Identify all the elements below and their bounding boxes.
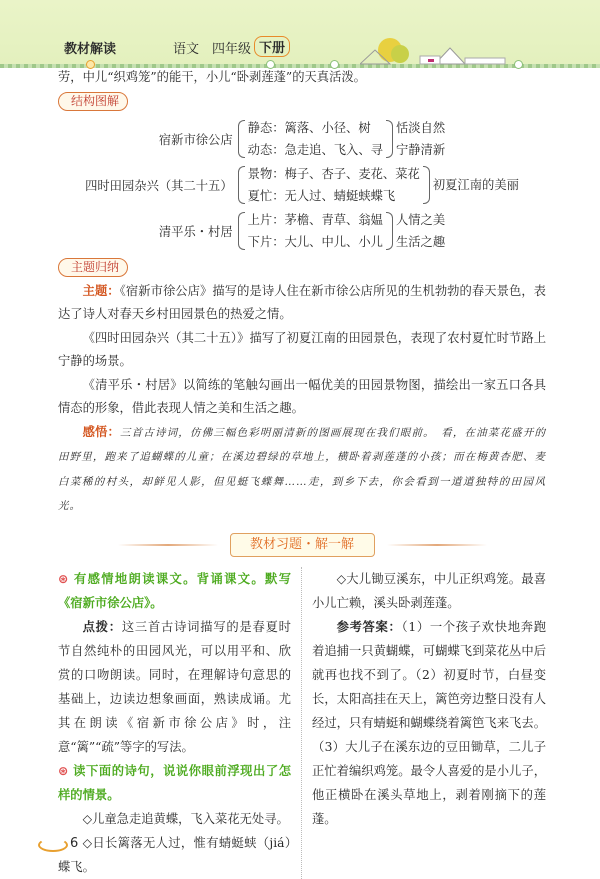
question-2-text: 读下面的诗句，说说你眼前浮现出了怎样的情景。 xyxy=(58,763,291,802)
structure-label: 结构图解 xyxy=(58,92,128,111)
village-illustration xyxy=(360,36,510,66)
insight-keyword: 感悟： xyxy=(82,424,120,439)
poem-summary: 恬淡自然 xyxy=(395,120,446,135)
banner-line xyxy=(118,544,218,546)
poem-line: ◇大儿锄豆溪东，中儿正织鸡笼。最喜小儿亡赖，溪头卧剥莲蓬。 xyxy=(312,571,546,610)
question-marker-icon: ⊛ xyxy=(58,571,69,586)
answer-text: （1）一个孩子欢快地奔跑着追捕一只黄蝴蝶，可蝴蝶飞到菜花丛中后就再也找不到了。（2）初夏时节，白昼变长，太阳高挂在天上，篱笆旁边整日没有人经过，只有蜻蜓和蝴蝶绕着篱笆飞来飞去。（3）大儿子在溪东边的豆田锄草，二儿子正忙着编织鸡笼。最令人喜爱的是小儿子，他正横卧在溪头草地上，剥着刚摘下的莲蓬。 xyxy=(312,619,546,826)
insight-text: 三首古诗词，仿佛三幅色彩明丽清新的图画展现在我们眼前。 看，在油菜花盛开的田野里，跑来了追蝴蝶的儿童；在溪边碧绿的草地上，横卧着剥莲蓬的小孩；而在梅黄杏肥、麦白菜稀的村头，却鲜见人影，但见蜓飞蝶舞……走，到乡下去，你会看到一道道独特的田园风光。 xyxy=(58,426,546,512)
poem-line: ◇儿童急走追黄蝶，飞入菜花无处寻。 xyxy=(82,811,289,826)
theme-keyword: 主题： xyxy=(82,283,120,298)
diagram-row xyxy=(159,117,445,161)
diagram-row xyxy=(85,163,519,207)
exercise-columns xyxy=(58,567,546,879)
poem-item: 上片：茅檐、青草、翁媪 xyxy=(247,212,383,227)
diagram-row xyxy=(159,209,445,253)
theme-text: 《宿新市徐公店》描写的是诗人住在新市徐公店所见的生机勃勃的春天景色，表达了诗人对春天乡村田园景色的热爱之情。 xyxy=(58,283,546,321)
right-column xyxy=(302,567,546,879)
right-brace xyxy=(386,212,393,250)
volume-badge: 下册 xyxy=(254,36,290,57)
theme-paragraph-1 xyxy=(58,280,546,327)
exercise-banner-row xyxy=(58,533,546,557)
subject-grade: 语文 四年级 xyxy=(173,42,252,57)
answer-keyword: 参考答案： xyxy=(336,618,402,634)
poem-line: ◇日长篱落无人过，惟有蜻蜓蛱（jiá）蝶飞。 xyxy=(58,835,291,874)
theme-paragraph-2: 《四时田园杂兴（其二十五）》描写了初夏江南的田园景色，表现了农村夏忙时节路上宁静的场景。 xyxy=(58,330,546,368)
poem-item: 下片：大儿、中儿、小儿 xyxy=(247,234,383,249)
poem-summary: 生活之趣 xyxy=(395,234,446,249)
poem-item: 夏忙：无人过、蜻蜓蛱蝶飞 xyxy=(247,188,396,203)
page-ornament xyxy=(38,838,68,852)
intro-line: 劳，中儿“织鸡笼”的能干，小儿“卧剥莲蓬”的天真活泼。 xyxy=(58,70,366,84)
book-title: 教材解读 xyxy=(64,42,117,57)
right-brace xyxy=(386,120,393,158)
question-marker-icon: ⊛ xyxy=(58,763,69,778)
hint xyxy=(58,615,291,759)
question-1-text: 有感情地朗读课文。背诵课文。默写《宿新市徐公店》。 xyxy=(58,571,291,610)
poem-item: 景物：梅子、杏子、麦花、菜花 xyxy=(247,166,420,181)
poem-title: 四时田园杂兴（其二十五） xyxy=(85,178,233,193)
question-1 xyxy=(58,567,291,615)
left-brace xyxy=(238,212,245,250)
left-brace xyxy=(238,166,245,204)
page-number: 6 xyxy=(70,836,79,851)
poem-summary: 初夏江南的美丽 xyxy=(432,177,519,192)
poem-summary: 人情之美 xyxy=(395,212,446,227)
page-header xyxy=(0,0,600,68)
poem-summary: 宁静清新 xyxy=(395,142,446,157)
right-brace xyxy=(423,166,430,204)
question-2 xyxy=(58,759,291,807)
hint-keyword: 点拨： xyxy=(82,618,122,634)
poem-item: 静态：篱落、小径、树 xyxy=(247,120,371,135)
poem-title: 宿新市徐公店 xyxy=(158,132,233,147)
page-content xyxy=(58,66,546,879)
answer xyxy=(312,615,546,831)
insight-paragraph xyxy=(58,421,546,519)
theme-label: 主题归纳 xyxy=(58,258,128,277)
poem-title: 清平乐・村居 xyxy=(158,224,233,239)
theme-paragraph-3: 《清平乐・村居》以简练的笔触勾画出一幅优美的田园景物图，描绘出一家五口各具情态的形象，借此表现人情之美和生活之趣。 xyxy=(58,377,546,415)
structure-diagram xyxy=(58,116,546,254)
poem-item: 动态：急走追、飞入、寻 xyxy=(247,142,383,157)
banner-line xyxy=(387,544,487,546)
exercise-banner: 教材习题・解一解 xyxy=(230,533,375,557)
left-column xyxy=(58,567,302,879)
left-brace xyxy=(238,120,245,158)
hint-text: 这三首古诗词描写的是春夏时节自然纯朴的田园风光，可以用平和、欣赏的口吻朗读。同时，在理解诗句意思的基础上，边读边想象画面，熟读成诵。尤其在朗读《宿新市徐公店》时，注意“篱”“疏”等字的写法。 xyxy=(58,619,291,754)
